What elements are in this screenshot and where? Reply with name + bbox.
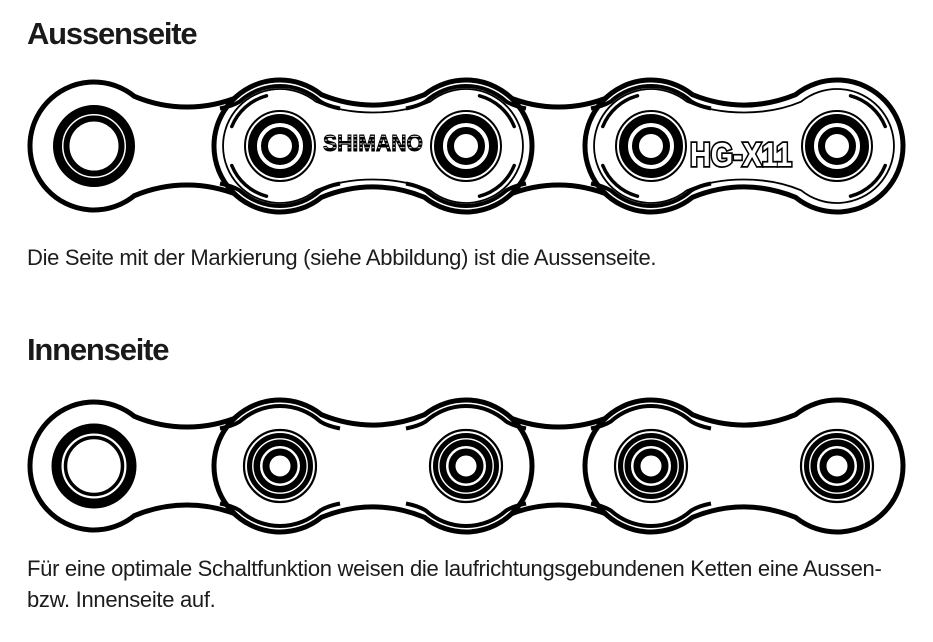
- shimano-brand-marking: SHIMANO: [323, 130, 423, 156]
- inner-side-heading: Innenseite: [27, 332, 169, 367]
- chain-outer-plate: [214, 400, 532, 532]
- chain-inner-side-illustration: [30, 400, 903, 532]
- hgx11-model-marking: HG-X11: [690, 136, 792, 173]
- outer-side-heading: Aussenseite: [27, 16, 197, 51]
- inner-side-caption: Für eine optimale Schaltfunktion weisen die laufrichtungsgebundenen Ketten eine Aussen- bzw. Innenseite auf.: [27, 556, 882, 612]
- chain-outer-plate: [585, 400, 903, 532]
- outer-side-caption: Die Seite mit der Markierung (siehe Abbildung) ist die Aussenseite.: [27, 245, 657, 270]
